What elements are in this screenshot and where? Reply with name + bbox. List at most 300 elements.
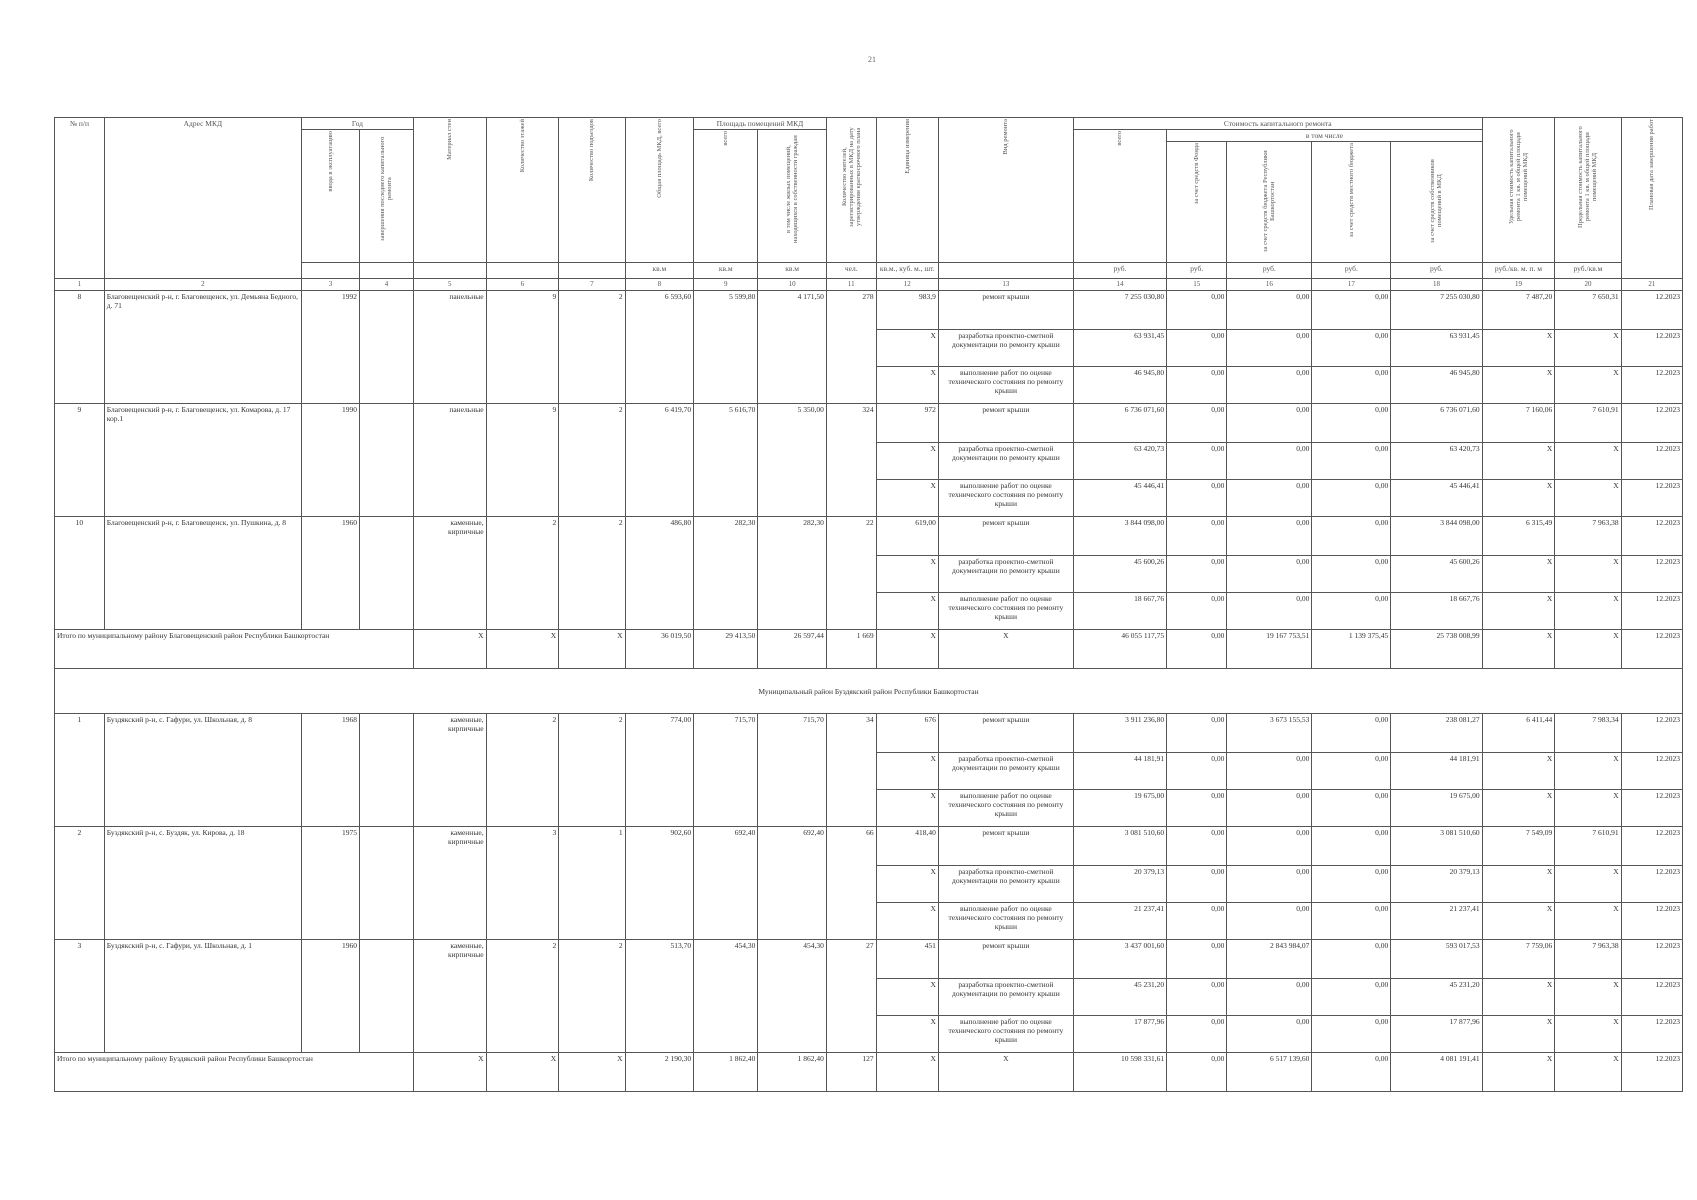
table-cell: 0,00 (1167, 443, 1227, 480)
table-cell: 972 (876, 404, 938, 443)
header-label: в том числе жилых помещений, находящихся в собственности граждан (785, 135, 800, 243)
table-cell: 12.2023 (1621, 630, 1682, 669)
table-cell: 0,00 (1167, 753, 1227, 790)
header-entrances (559, 118, 625, 263)
table-cell (360, 517, 414, 630)
table-cell: 6 736 071,60 (1073, 404, 1166, 443)
table-cell: 11 (826, 279, 876, 291)
table-cell: 127 (826, 1053, 876, 1092)
table-cell: 0,00 (1227, 753, 1312, 790)
table-cell: 21 (1621, 279, 1682, 291)
table-cell: 282,30 (758, 517, 826, 630)
table-cell: 1968 (301, 714, 359, 827)
table-cell: 8 (55, 291, 105, 404)
unit-14: руб. (1073, 263, 1166, 279)
table-cell: 513,70 (625, 940, 693, 1053)
table-cell: 12.2023 (1621, 790, 1682, 827)
header-floors (486, 118, 559, 263)
table-cell: 6 736 071,60 (1391, 404, 1482, 443)
group-buzdyak (55, 714, 1683, 1053)
table-cell: разработка проектно-сметной документации по ремонту крыши (938, 330, 1073, 367)
table-cell: 0,00 (1167, 790, 1227, 827)
table-cell: 7 963,38 (1555, 940, 1621, 979)
table-row (55, 827, 1683, 866)
total-row-blagoveshchensk (55, 630, 1683, 669)
table-cell: 4 081 191,41 (1391, 1053, 1482, 1092)
table-cell: 7 255 030,80 (1073, 291, 1166, 330)
header-label: Количество этажей (518, 119, 526, 173)
table-cell: 0,00 (1312, 979, 1391, 1016)
table-cell: 902,60 (625, 827, 693, 940)
table-cell: X (876, 979, 938, 1016)
table-cell: 22 (826, 517, 876, 630)
table-cell: 2 (486, 517, 559, 630)
table-cell: 12.2023 (1621, 1053, 1682, 1092)
table-cell: 3 081 510,60 (1391, 827, 1482, 866)
table-cell (486, 263, 559, 279)
table-cell: X (1482, 979, 1555, 1016)
table-cell: каменные, кирпичные (413, 827, 486, 940)
table-cell: 13 (938, 279, 1073, 291)
header-label: всего (1116, 131, 1124, 146)
table-cell: 2 (486, 714, 559, 827)
table-cell: 282,30 (694, 517, 758, 630)
header-incl: в том числе (1167, 130, 1482, 142)
table-cell: 36 019,50 (625, 630, 693, 669)
table-cell: ремонт крыши (938, 827, 1073, 866)
table-cell: 5 599,80 (694, 291, 758, 404)
table-cell: 0,00 (1227, 903, 1312, 940)
table-cell: X (876, 790, 938, 827)
table-cell: X (876, 903, 938, 940)
table-cell: X (1555, 556, 1621, 593)
table-cell: X (876, 556, 938, 593)
table-cell: 0,00 (1227, 480, 1312, 517)
table-cell: 63 420,73 (1073, 443, 1166, 480)
header-area-rooms (694, 130, 758, 263)
table-cell: 0,00 (1227, 291, 1312, 330)
table-cell: 0,00 (1312, 593, 1391, 630)
header-cost-group: Стоимость капитального ремонта (1073, 118, 1482, 130)
table-cell: 5 (413, 279, 486, 291)
table-cell: 2 (486, 940, 559, 1053)
header-label: за счет средств местного бюджета (1347, 143, 1355, 238)
table-cell: 12.2023 (1621, 517, 1682, 556)
table-cell: X (1555, 1016, 1621, 1053)
table-cell (360, 404, 414, 517)
table-cell: 7 650,31 (1555, 291, 1621, 330)
table-cell: 619,00 (876, 517, 938, 556)
header-year-group: Год (301, 118, 413, 130)
table-cell: 1975 (301, 827, 359, 940)
table-cell: X (1555, 630, 1621, 669)
table-cell: 0,00 (1227, 443, 1312, 480)
table-cell: X (876, 630, 938, 669)
table-cell: ремонт крыши (938, 517, 1073, 556)
table-cell: 18 667,76 (1073, 593, 1166, 630)
table-cell: 983,9 (876, 291, 938, 330)
table-cell: ремонт крыши (938, 404, 1073, 443)
header-material (413, 118, 486, 263)
header-label: за счет средств собственников помещений в МКД (1429, 159, 1444, 243)
house-address: Буздякский р-н, с. Гафури, ул. Школьная, д. 1 (104, 940, 301, 1053)
table-cell: X (1482, 480, 1555, 517)
table-cell: 12.2023 (1621, 367, 1682, 404)
table-cell: 63 420,73 (1391, 443, 1482, 480)
table-cell: 10 (758, 279, 826, 291)
table-cell: 45 600,26 (1073, 556, 1166, 593)
table-cell: 0,00 (1312, 714, 1391, 753)
unit-10: кв.м (758, 263, 826, 279)
table-cell: 7 983,34 (1555, 714, 1621, 753)
table-cell: 6 593,60 (625, 291, 693, 404)
table-cell: X (876, 1053, 938, 1092)
table-cell: 1960 (301, 940, 359, 1053)
table-cell: X (1555, 903, 1621, 940)
unit-11: чел. (826, 263, 876, 279)
table-cell: 3 (55, 940, 105, 1053)
table-cell: 0,00 (1312, 480, 1391, 517)
header-label: завершения последнего капитального ремонта (379, 136, 394, 242)
table-cell: X (1555, 593, 1621, 630)
header-limit-cost (1555, 118, 1621, 263)
table-cell: X (1555, 790, 1621, 827)
header-area-total (625, 118, 693, 263)
table-cell: 0,00 (1312, 1053, 1391, 1092)
table-cell: 1 (55, 279, 105, 291)
table-cell: 45 600,26 (1391, 556, 1482, 593)
unit-16: руб. (1227, 263, 1312, 279)
table-cell: X (876, 480, 938, 517)
table-cell: 1 (55, 714, 105, 827)
header-label: за счет средств бюджета Республики Башкортостан (1262, 150, 1277, 252)
table-cell: X (413, 1053, 486, 1092)
table-cell: 14 (1073, 279, 1166, 291)
table-cell: 45 231,20 (1391, 979, 1482, 1016)
table-cell: 7 255 030,80 (1391, 291, 1482, 330)
capital-repair-table (54, 117, 1683, 1092)
table-cell: 10 (55, 517, 105, 630)
table-cell: 9 (486, 404, 559, 517)
table-cell: X (938, 1053, 1073, 1092)
table-cell: 0,00 (1227, 1016, 1312, 1053)
table-cell: 3 081 510,60 (1073, 827, 1166, 866)
table-cell: 0,00 (1312, 903, 1391, 940)
table-cell: 2 (55, 827, 105, 940)
table-cell: 238 081,27 (1391, 714, 1482, 753)
table-cell: 12.2023 (1621, 443, 1682, 480)
table-cell: 0,00 (1167, 330, 1227, 367)
table-cell: разработка проектно-сметной документации по ремонту крыши (938, 556, 1073, 593)
table-cell: 12.2023 (1621, 404, 1682, 443)
table-cell: 34 (826, 714, 876, 827)
house-address: Благовещенский р-н, г. Благовещенск, ул. Комарова, д. 17 кор.1 (104, 404, 301, 517)
header-no: № п/п (55, 118, 105, 279)
table-cell: 0,00 (1167, 979, 1227, 1016)
header-local-budget (1312, 142, 1391, 263)
table-cell: 1990 (301, 404, 359, 517)
house-address: Благовещенский р-н, г. Благовещенск, ул. Демьяна Бедного, д. 71 (104, 291, 301, 404)
table-cell: 26 597,44 (758, 630, 826, 669)
table-cell: X (1482, 443, 1555, 480)
table-cell: 12.2023 (1621, 1016, 1682, 1053)
table-cell: 7 487,20 (1482, 291, 1555, 330)
table-cell: каменные, кирпичные (413, 714, 486, 827)
table-cell: 45 446,41 (1391, 480, 1482, 517)
table-cell: 10 598 331,61 (1073, 1053, 1166, 1092)
table-cell: 0,00 (1312, 1016, 1391, 1053)
unit-17: руб. (1312, 263, 1391, 279)
group-blagoveshchensk (55, 291, 1683, 630)
table-row (55, 404, 1683, 443)
table-cell: 0,00 (1227, 790, 1312, 827)
header-area-group: Площадь помещений МКД (694, 118, 827, 130)
header-unit-cost (1482, 118, 1555, 263)
table-cell: 5 350,00 (758, 404, 826, 517)
table-cell: 12.2023 (1621, 291, 1682, 330)
header-label: Единица измерения (903, 119, 911, 174)
table-cell: X (938, 630, 1073, 669)
table-cell: 3 437 001,60 (1073, 940, 1166, 979)
table-cell: Итого по муниципальному району Буздякский район Республики Башкортостан (55, 1053, 414, 1092)
table-cell: 19 (1482, 279, 1555, 291)
table-cell: 454,30 (758, 940, 826, 1053)
table-cell: 0,00 (1227, 556, 1312, 593)
header-year-built (301, 130, 359, 263)
unit-9: кв.м (694, 263, 758, 279)
table-cell: 46 945,80 (1073, 367, 1166, 404)
table-cell: 774,00 (625, 714, 693, 827)
table-cell: 2 190,30 (625, 1053, 693, 1092)
table-cell: 0,00 (1312, 940, 1391, 979)
table-cell: 0,00 (1227, 517, 1312, 556)
table-cell: X (1482, 330, 1555, 367)
table-cell: X (876, 753, 938, 790)
table-cell: 4 (360, 279, 414, 291)
table-cell: X (1555, 443, 1621, 480)
table-cell: X (1482, 556, 1555, 593)
table-cell: X (876, 1016, 938, 1053)
page-number: 21 (868, 55, 876, 64)
table-cell: 3 673 155,53 (1227, 714, 1312, 753)
table-cell: 0,00 (1167, 291, 1227, 330)
table-cell: 2 (104, 279, 301, 291)
table-cell: 0,00 (1167, 556, 1227, 593)
table-row (55, 517, 1683, 556)
table-cell: 1 862,40 (694, 1053, 758, 1092)
table-cell: 27 (826, 940, 876, 1053)
total-row-buzdyak (55, 1053, 1683, 1092)
header-label: Количество подъездов (588, 119, 596, 182)
header-repair-type (938, 118, 1073, 263)
column-numbers-row (55, 279, 1683, 291)
table-cell: 0,00 (1227, 827, 1312, 866)
table-cell: ремонт крыши (938, 291, 1073, 330)
table-cell: X (486, 1053, 559, 1092)
table-cell: 4 171,50 (758, 291, 826, 404)
table-cell: выполнение работ по оценке технического состояния по ремонту крыши (938, 903, 1073, 940)
table-cell: 1 139 375,45 (1312, 630, 1391, 669)
table-cell: 21 237,41 (1073, 903, 1166, 940)
header-rb-budget (1227, 142, 1312, 263)
table-cell: 12.2023 (1621, 714, 1682, 753)
table-cell: панельные (413, 291, 486, 404)
table-cell: 46 055 117,75 (1073, 630, 1166, 669)
table-cell: 715,70 (758, 714, 826, 827)
table-cell: 17 (1312, 279, 1391, 291)
table-cell: 46 945,80 (1391, 367, 1482, 404)
table-cell: 19 167 753,51 (1227, 630, 1312, 669)
house-address: Благовещенский р-н, г. Благовещенск, ул. Пушкина, д. 8 (104, 517, 301, 630)
table-cell: 12.2023 (1621, 827, 1682, 866)
table-cell: X (559, 1053, 625, 1092)
table-cell: 3 844 098,00 (1391, 517, 1482, 556)
table-cell: 45 231,20 (1073, 979, 1166, 1016)
table-cell: 12.2023 (1621, 940, 1682, 979)
table-cell: 19 675,00 (1073, 790, 1166, 827)
table-cell: 0,00 (1312, 517, 1391, 556)
table-cell: 418,40 (876, 827, 938, 866)
table-cell (360, 940, 414, 1053)
unit-15: руб. (1167, 263, 1227, 279)
table-cell: 20 379,13 (1073, 866, 1166, 903)
header-date (1621, 118, 1682, 279)
table-cell: 0,00 (1312, 443, 1391, 480)
header-label: за счет средств Фонда (1193, 143, 1201, 205)
table-cell: 2 (559, 940, 625, 1053)
table-cell: X (486, 630, 559, 669)
header-label: ввода в эксплуатацию (326, 131, 334, 192)
table-cell: 0,00 (1227, 866, 1312, 903)
header-label: Плановая дата завершения работ (1648, 119, 1656, 211)
header-fund (1167, 142, 1227, 263)
table-cell: 0,00 (1167, 630, 1227, 669)
header-residents (826, 118, 876, 263)
table-cell: X (1555, 866, 1621, 903)
table-cell: 9 (486, 291, 559, 404)
table-cell: X (876, 866, 938, 903)
table-cell: 692,40 (758, 827, 826, 940)
table-cell: 0,00 (1167, 367, 1227, 404)
table-cell: 0,00 (1167, 940, 1227, 979)
table-cell: 454,30 (694, 940, 758, 1053)
table-cell: 63 931,45 (1073, 330, 1166, 367)
table-cell (360, 263, 414, 279)
table-cell: 451 (876, 940, 938, 979)
table-cell: 7 549,09 (1482, 827, 1555, 866)
table-cell: 0,00 (1167, 827, 1227, 866)
table-row (55, 714, 1683, 753)
table-cell: X (876, 593, 938, 630)
header-label: Общая площадь МКД, всего (655, 119, 663, 198)
table-cell: 25 738 008,99 (1391, 630, 1482, 669)
table-cell: 3 911 236,80 (1073, 714, 1166, 753)
table-row (55, 291, 1683, 330)
table-cell: 6 517 139,60 (1227, 1053, 1312, 1092)
table-cell: 12.2023 (1621, 556, 1682, 593)
table-cell: 0,00 (1167, 866, 1227, 903)
table-cell: 5 616,70 (694, 404, 758, 517)
table-cell: 7 759,06 (1482, 940, 1555, 979)
table-cell: Итого по муниципальному району Благовещенский район Республики Башкортостан (55, 630, 414, 669)
unit-18: руб. (1391, 263, 1482, 279)
table-cell: X (1482, 1053, 1555, 1092)
table-cell: 3 (486, 827, 559, 940)
table-cell: 45 446,41 (1073, 480, 1166, 517)
table-cell: 0,00 (1167, 593, 1227, 630)
table-cell: 0,00 (1312, 330, 1391, 367)
table-cell: 12.2023 (1621, 480, 1682, 517)
header-owners (1391, 142, 1482, 263)
table-cell: 44 181,91 (1391, 753, 1482, 790)
table-cell: 16 (1227, 279, 1312, 291)
table-cell: 7 963,38 (1555, 517, 1621, 556)
table-cell: выполнение работ по оценке технического состояния по ремонту крыши (938, 790, 1073, 827)
table-cell: 593 017,53 (1391, 940, 1482, 979)
district-heading-row (55, 669, 1683, 714)
table-cell: панельные (413, 404, 486, 517)
table-cell: разработка проектно-сметной документации по ремонту крыши (938, 979, 1073, 1016)
table-cell: X (1482, 1016, 1555, 1053)
table-cell: 12.2023 (1621, 593, 1682, 630)
table-cell: 7 610,91 (1555, 404, 1621, 443)
table-cell: 0,00 (1312, 291, 1391, 330)
table-cell: 0,00 (1227, 330, 1312, 367)
table-cell: 6 411,44 (1482, 714, 1555, 753)
table-cell: 0,00 (1167, 404, 1227, 443)
table-cell: 7 160,06 (1482, 404, 1555, 443)
table-cell: 1 862,40 (758, 1053, 826, 1092)
table-cell: 324 (826, 404, 876, 517)
table-cell: X (1482, 866, 1555, 903)
table-cell: 15 (1167, 279, 1227, 291)
table-cell: 12.2023 (1621, 330, 1682, 367)
table-cell: выполнение работ по оценке технического состояния по ремонту крыши (938, 367, 1073, 404)
table-cell: 66 (826, 827, 876, 940)
table-cell: 0,00 (1312, 753, 1391, 790)
table-cell: 6 419,70 (625, 404, 693, 517)
table-cell: 676 (876, 714, 938, 753)
table-cell (559, 263, 625, 279)
table-cell: каменные, кирпичные (413, 517, 486, 630)
table-cell: 3 844 098,00 (1073, 517, 1166, 556)
table-cell: 17 877,96 (1073, 1016, 1166, 1053)
table-cell (360, 827, 414, 940)
table-cell: 1992 (301, 291, 359, 404)
table-cell: 0,00 (1167, 480, 1227, 517)
table-cell: 20 (1555, 279, 1621, 291)
table-cell: X (1482, 753, 1555, 790)
table-cell: 1 (559, 827, 625, 940)
unit-19: руб./кв. м. п. м (1482, 263, 1555, 279)
table-cell (938, 263, 1073, 279)
table-cell: 12.2023 (1621, 979, 1682, 1016)
table-cell: 278 (826, 291, 876, 404)
header-label: Предельная стоимость капитального ремонта 1 кв. м общей площади помещений МКД (1577, 126, 1599, 228)
unit-20: руб./кв.м (1555, 263, 1621, 279)
table-cell: 8 (625, 279, 693, 291)
table-cell: X (1555, 367, 1621, 404)
table-cell: 0,00 (1227, 979, 1312, 1016)
table-cell: каменные, кирпичные (413, 940, 486, 1053)
table-cell: 19 675,00 (1391, 790, 1482, 827)
table-cell: 29 413,50 (694, 630, 758, 669)
table-cell: 2 (559, 517, 625, 630)
table-cell: 486,80 (625, 517, 693, 630)
table-cell: 12.2023 (1621, 753, 1682, 790)
table-cell: 18 667,76 (1391, 593, 1482, 630)
table-cell: 63 931,45 (1391, 330, 1482, 367)
